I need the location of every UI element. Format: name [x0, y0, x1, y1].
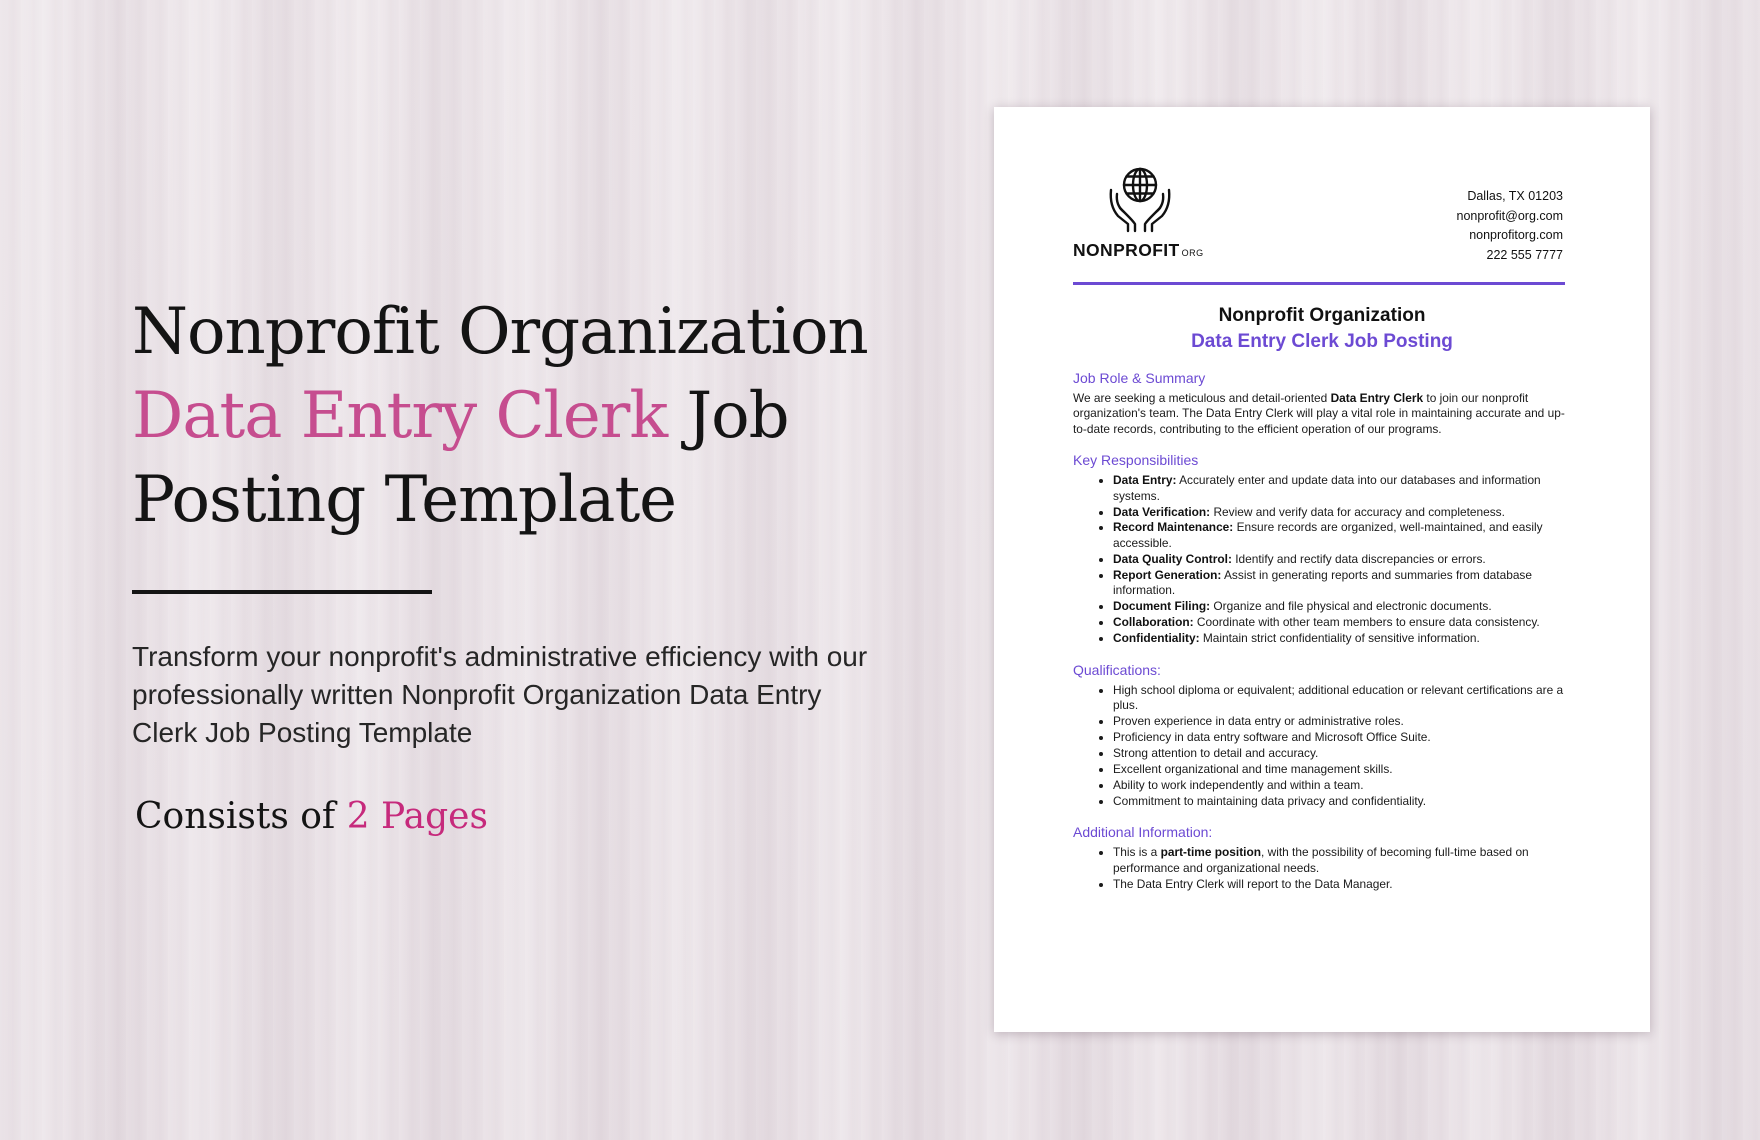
- list-item: • Proficiency in data entry software and Microsoft Office Suite.: [1113, 730, 1565, 745]
- contact-phone: 222 555 7777: [1486, 247, 1563, 262]
- summary-heading: Job Role & Summary: [1073, 370, 1206, 386]
- list-item-text: Ensure records are organized, well-maintained, and easily accessible.: [1113, 520, 1543, 550]
- brand-suffix: ORG: [1181, 248, 1204, 258]
- hero-panel: [132, 290, 892, 837]
- list-item-text: Assist in generating reports and summaries from database information.: [1113, 567, 1532, 598]
- responsibilities-heading: Key Responsibilities: [1073, 452, 1199, 469]
- hero-title-line3: Posting Template: [132, 463, 677, 537]
- list-item: [1113, 599, 1565, 614]
- hero-title-accent: Data Entry Clerk: [132, 379, 668, 453]
- list-item: [1113, 520, 1565, 551]
- list-item-label: Report Generation:: [1113, 567, 1222, 582]
- contact-email: nonprofit@org.com: [1456, 208, 1563, 223]
- hero-divider: [132, 590, 432, 594]
- qualifications-list: [1073, 683, 1565, 809]
- document-subtitle: Data Entry Clerk Job Posting: [1191, 331, 1453, 352]
- list-item-label: Data Quality Control:: [1113, 551, 1232, 566]
- list-item-text: Coordinate with other team members to ensure data consistency.: [1193, 614, 1540, 629]
- summary-text-before: We are seeking a meticulous and detail-oriented: [1073, 391, 1331, 405]
- document-title-main: Nonprofit Organization: [1218, 305, 1426, 326]
- summary-text-bold: Data Entry Clerk: [1330, 391, 1424, 405]
- hero-title-line1: Nonprofit Organization: [132, 295, 868, 369]
- page-count-prefix: Consists of: [135, 796, 347, 837]
- list-item-text: Identify and rectify data discrepancies or errors.: [1231, 551, 1486, 566]
- list-item-text: Review and verify data for accuracy and completeness.: [1210, 504, 1505, 519]
- list-item-text: Maintain strict confidentiality of sensitive information.: [1199, 630, 1480, 645]
- qualifications-heading: Qualifications:: [1073, 661, 1161, 678]
- document-title: [994, 303, 1650, 355]
- hero-title: [132, 290, 892, 542]
- hero-title-after-accent: Job: [667, 379, 789, 453]
- contact-block: [1457, 187, 1564, 265]
- header-rule: [1073, 282, 1565, 285]
- list-item: • The Data Entry Clerk will report to the Data Manager.: [1113, 877, 1565, 892]
- responsibilities-list: [1073, 473, 1565, 646]
- list-item-label: Record Maintenance:: [1113, 520, 1234, 535]
- list-item: [1113, 845, 1565, 876]
- hero-description: Transform your nonprofit's administrative efficiency with our professionally written Nonprofit Organization Data Entry Clerk Job Posting Template: [132, 641, 868, 748]
- org-logo: [1073, 164, 1204, 261]
- list-item: • Proven experience in data entry or administrative roles.: [1113, 714, 1565, 729]
- list-item-text-before: This is a: [1113, 845, 1161, 860]
- contact-website: nonprofitorg.com: [1469, 228, 1563, 242]
- page-count: [132, 796, 892, 837]
- brand-name-text: NONPROFIT: [1073, 240, 1180, 260]
- list-item-text: Organize and file physical and electronic documents.: [1210, 598, 1492, 613]
- brand-name: [1073, 240, 1204, 261]
- list-item: [1113, 552, 1565, 567]
- list-item: • Excellent organizational and time management skills.: [1113, 762, 1565, 777]
- additional-info-list: [1073, 845, 1565, 892]
- list-item-label: Document Filing:: [1113, 598, 1211, 613]
- list-item: [1113, 568, 1565, 599]
- list-item-text-after: , with the possibility of becoming full-time based on performance and organizational needs.: [1113, 845, 1529, 875]
- list-item-label: Confidentiality:: [1113, 630, 1200, 645]
- summary-text-after: to join our nonprofit organization's team. The Data Entry Clerk will play a vital role in maintaining accurate and up-to-date records, contributing to the efficient operation of our programs.: [1073, 391, 1565, 436]
- list-item: • Strong attention to detail and accuracy.: [1113, 746, 1565, 761]
- document-preview: [994, 107, 1650, 1032]
- list-item: • Commitment to maintaining data privacy and confidentiality.: [1113, 794, 1565, 809]
- page-count-value: 2 Pages: [346, 796, 488, 837]
- additional-info-heading: Additional Information:: [1073, 824, 1213, 841]
- list-item-label: Data Verification:: [1113, 504, 1211, 519]
- list-item: • Ability to work independently and within a team.: [1113, 778, 1565, 793]
- contact-address: Dallas, TX 01203: [1467, 189, 1563, 203]
- list-item-bold: part-time position: [1160, 845, 1261, 860]
- list-item: [1113, 505, 1565, 520]
- list-item: [1113, 631, 1565, 646]
- globe-in-hands-icon: [1107, 164, 1173, 236]
- summary-text: [1073, 391, 1565, 437]
- list-item-label: Data Entry:: [1113, 473, 1177, 488]
- list-item: [1113, 615, 1565, 630]
- document-body: [1073, 369, 1565, 893]
- list-item-label: Collaboration:: [1113, 614, 1194, 629]
- list-item: [1113, 473, 1565, 504]
- list-item-text: Accurately enter and update data into our databases and information systems.: [1113, 473, 1541, 503]
- list-item: • High school diploma or equivalent; additional education or relevant certifications are a plus.: [1113, 683, 1565, 714]
